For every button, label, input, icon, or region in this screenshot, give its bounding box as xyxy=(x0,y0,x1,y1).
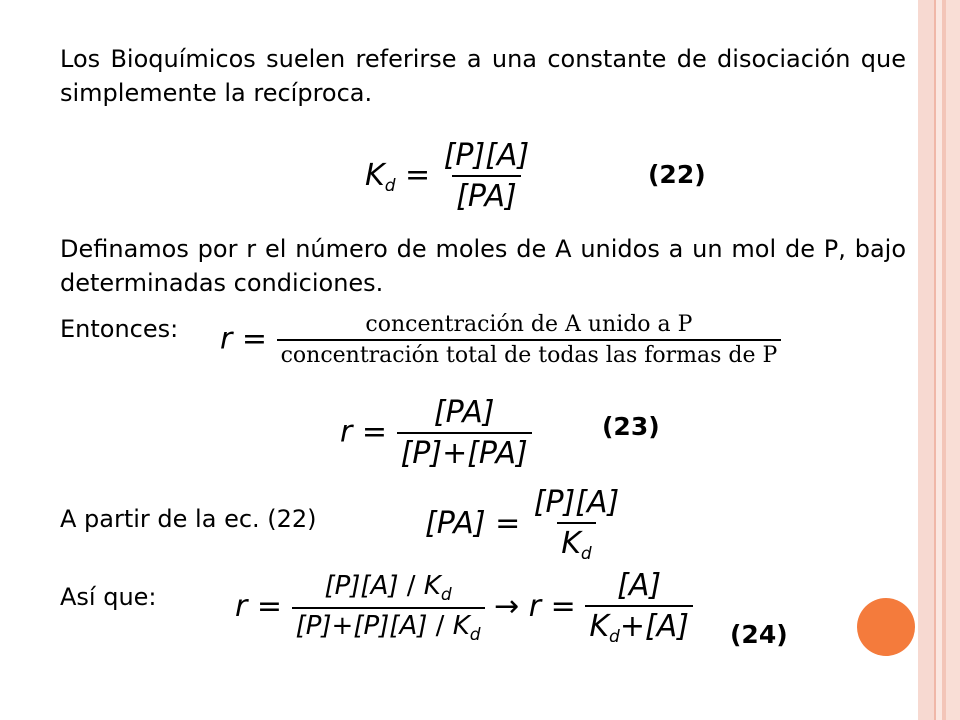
border-stripe xyxy=(918,0,934,720)
r-definition-equation: r = $\frac{\text{concentración de A unido a P}}{\text{concentración total de todas las formas de P}}$ xyxy=(220,312,781,368)
arrow-icon: → xyxy=(494,589,520,624)
intro-paragraph: Los Bioquímicos suelen referirse a una constante de disociación que simplemente la recíproca. xyxy=(60,45,906,107)
equation-number: (24) xyxy=(730,620,788,649)
fraction xyxy=(440,138,533,214)
kd-symbol: $K_d$ xyxy=(365,157,396,196)
numerator: [A] xyxy=(617,568,662,603)
numerator: $[P][A] / K_d$ xyxy=(324,570,452,605)
definition-paragraph: Definamos por r el número de moles de A unidos a un mol de P, bajo determinadas condiciones. xyxy=(60,235,906,297)
denominator: [PA] xyxy=(452,175,521,214)
pa-expression: [PA] = $\frac{[P][A]}{K_d}$ xyxy=(425,485,623,564)
accent-circle xyxy=(857,598,915,656)
equation-24-left: r = $\frac{[P][A] / K_d}{[P]+[P][A] / K_d}$ → r = $\frac{[A]}{K_d+[A]}$ xyxy=(235,568,693,647)
equation-23: r = $\frac{[PA]}{[P]+[PA]}$ xyxy=(340,395,532,471)
denominator: $K_d$ xyxy=(557,522,595,564)
fraction xyxy=(277,312,782,368)
denominator: [P]+[PA] xyxy=(397,432,532,471)
border-stripe xyxy=(946,0,960,720)
numerator: [P][A] xyxy=(443,138,530,173)
numerator: concentración de A unido a P xyxy=(365,312,693,337)
fraction xyxy=(397,395,532,471)
numerator: [PA] xyxy=(433,395,495,430)
equation-22: $K_d$ = $\frac{[P][A]}{[PA]}$ xyxy=(365,138,533,214)
denominator: $K_d+[A]$ xyxy=(585,605,693,647)
numerator: [P][A] xyxy=(533,485,620,520)
equation-number: (22) xyxy=(648,160,706,189)
result-fraction xyxy=(585,568,693,647)
compound-fraction xyxy=(292,571,485,645)
denominator: concentración total de todas las formas de P xyxy=(277,339,782,368)
denominator: $[P]+[P][A] / K_d$ xyxy=(292,607,485,645)
asique-label: Así que: xyxy=(60,583,157,611)
equation-number: (23) xyxy=(602,412,660,441)
apartir-label: A partir de la ec. (22) xyxy=(60,505,317,533)
entonces-label: Entonces: xyxy=(60,315,179,343)
fraction xyxy=(530,485,623,564)
